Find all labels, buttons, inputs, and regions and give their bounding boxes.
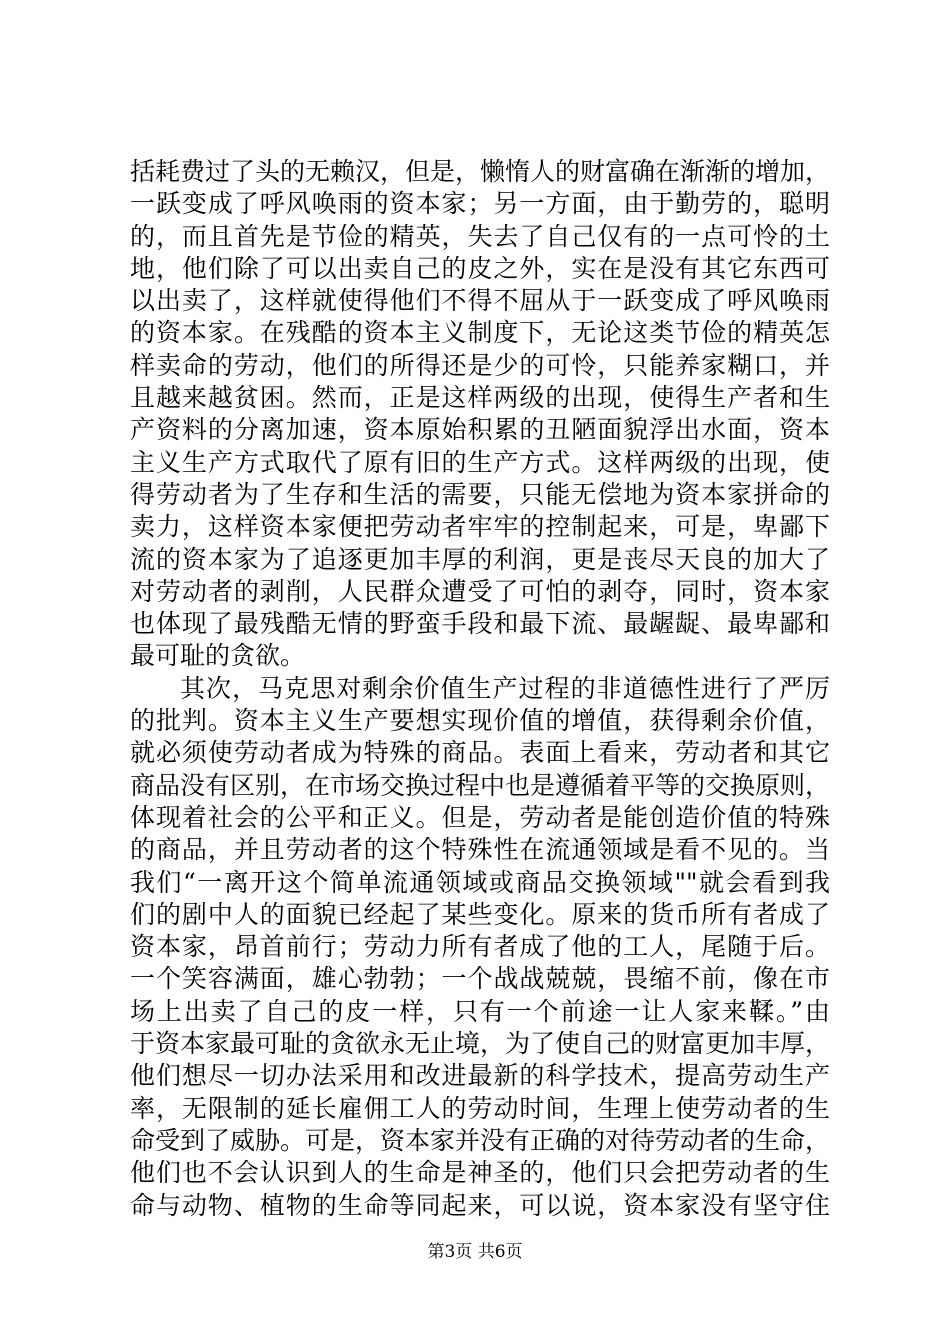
paragraph-first-line: 其次，马克思对剩余价值生产过程的非道德性进行了严厉: [180, 673, 830, 703]
text-line: 场上出卖了自己的皮一样，只有一个前途一让人家来鞣。”由: [130, 996, 830, 1026]
text-line: 一个笑容满面，雄心勃勃；一个战战兢兢，畏缩不前，像在市: [130, 964, 830, 994]
text-line: 率，无限制的延长雇佣工人的劳动时间，生理上使劳动者的生: [130, 1093, 830, 1123]
text-line: 他们想尽一切办法采用和改进最新的科学技术，提高劳动生产: [130, 1061, 830, 1091]
text-line: 以出卖了，这样就使得他们不得不屈从于一跃变成了呼风唤雨: [130, 286, 830, 316]
text-line: 主义生产方式取代了原有旧的生产方式。这样两级的出现，使: [130, 447, 830, 477]
text-line: 体现着社会的公平和正义。但是，劳动者是能创造价值的特殊: [130, 802, 830, 832]
text-line: 括耗费过了头的无赖汉，但是，懒惰人的财富确在渐渐的增加，: [130, 157, 830, 186]
text-line: 对劳动者的剥削，人民群众遭受了可怕的剥夺，同时，资本家: [130, 576, 830, 606]
text-line: 也体现了最残酷无情的野蛮手段和最下流、最龌龊、最卑鄙和: [130, 609, 830, 639]
text-line: 们的剧中人的面貌已经起了某些变化。原来的货币所有者成了: [130, 899, 830, 929]
text-line: 的资本家。在残酷的资本主义制度下，无论这类节俭的精英怎: [130, 318, 830, 348]
text-line: 资本家，昂首前行；劳动力所有者成了他的工人，尾随于后。: [130, 932, 830, 962]
text-line: 样卖命的劳动，他们的所得还是少的可怜，只能养家糊口，并: [130, 350, 830, 380]
text-line: 的商品，并且劳动者的这个特殊性在流通领域是看不见的。当: [130, 835, 830, 865]
text-line: 且越来越贫困。然而，正是这样两级的出现，使得生产者和生: [130, 383, 830, 413]
text-line: 产资料的分离加速，资本原始积累的丑陋面貌浮出水面，资本: [130, 415, 830, 445]
text-line: 于资本家最可耻的贪欲永无止境，为了使自己的财富更加丰厚，: [130, 1029, 830, 1059]
page-number-footer: 第3页 共6页: [427, 1242, 523, 1262]
text-line: 命受到了威胁。可是，资本家并没有正确的对待劳动者的生命，: [130, 1125, 830, 1155]
text-line: 卖力，这样资本家便把劳动者牢牢的控制起来，可是，卑鄙下: [130, 512, 830, 542]
text-line: 的批判。资本主义生产要想实现价值的增值，获得剩余价值，: [130, 706, 830, 736]
text-line: 流的资本家为了追逐更加丰厚的利润，更是丧尽天良的加大了: [130, 544, 830, 574]
text-line: 商品没有区别，在市场交换过程中也是遵循着平等的交换原则，: [130, 770, 830, 800]
text-line: 就必须使劳动者成为特殊的商品。表面上看来，劳动者和其它: [130, 738, 830, 768]
text-line: 我们“一离开这个简单流通领域或商品交换领域""就会看到我: [130, 867, 830, 897]
body-text: [130, 156, 830, 1222]
paragraph-end-line: 最可耻的贪欲。: [130, 641, 306, 671]
text-line: 得劳动者为了生存和生活的需要，只能无偿地为资本家拼命的: [130, 479, 830, 509]
text-line: 的，而且首先是节俭的精英，失去了自己仅有的一点可怜的土: [130, 221, 830, 251]
text-line: 他们也不会认识到人的生命是神圣的，他们只会把劳动者的生: [130, 1158, 830, 1188]
text-line: 地，他们除了可以出卖自己的皮之外，实在是没有其它东西可: [130, 253, 830, 283]
text-line: 命与动物、植物的生命等同起来，可以说，资本家没有坚守住: [130, 1190, 830, 1220]
text-line: 一跃变成了呼风唤雨的资本家；另一方面，由于勤劳的，聪明: [130, 189, 830, 219]
